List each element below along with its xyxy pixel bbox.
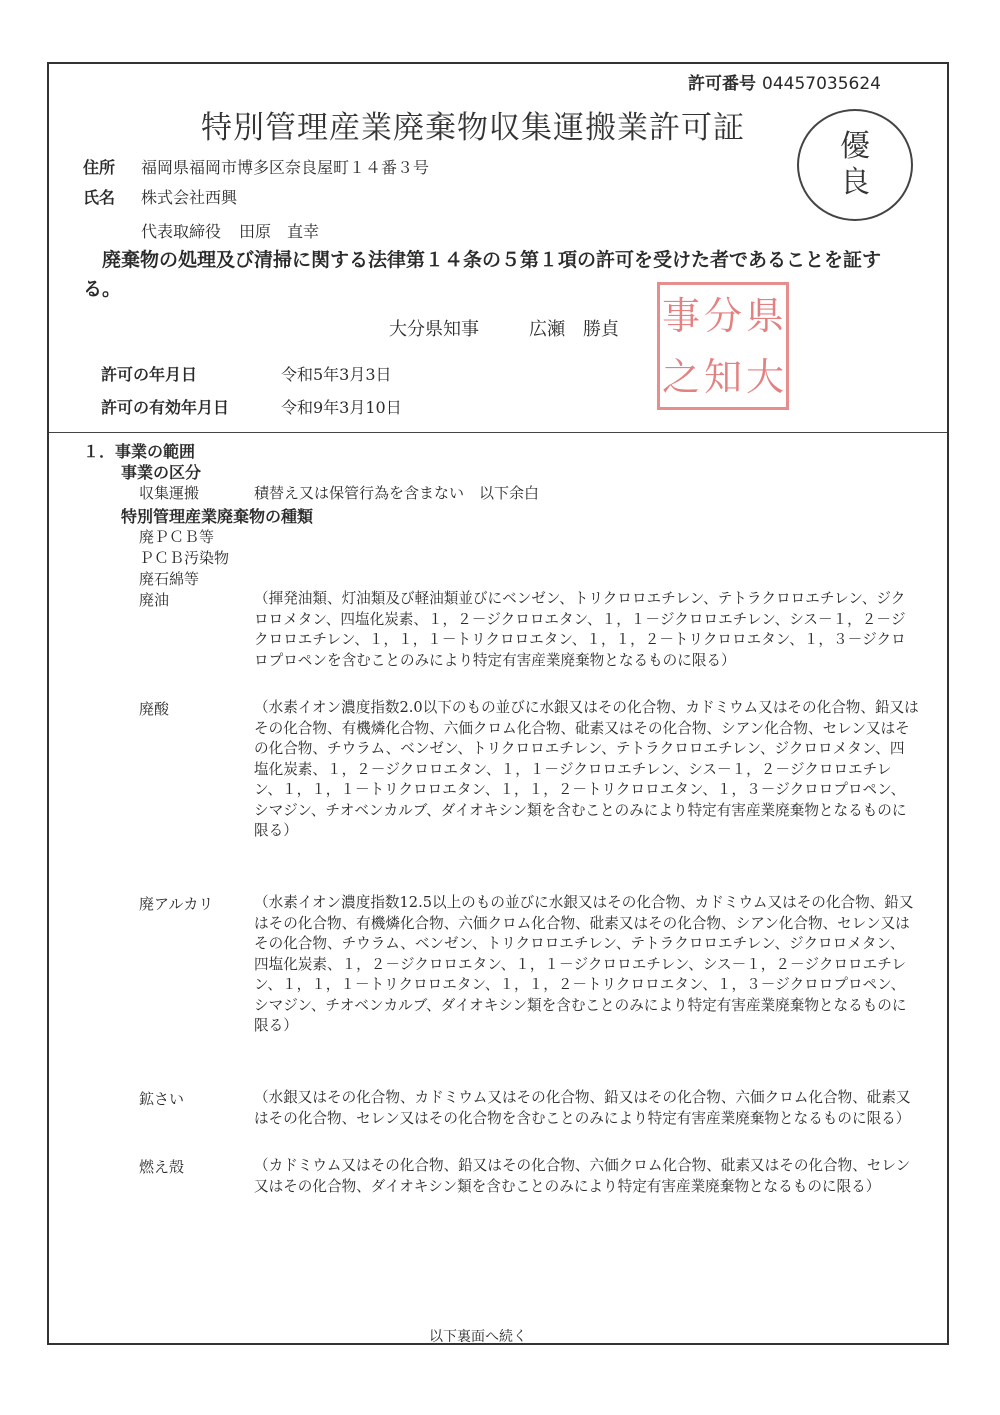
representative-title: 代表取締役: [141, 222, 222, 241]
seal-char: 大: [745, 354, 784, 399]
excellent-badge-char-1: 優: [840, 129, 870, 164]
permit-number-value: 04457035624: [762, 74, 881, 94]
governor-seal: [657, 282, 789, 410]
issuer-name: 広瀬 勝貞: [529, 319, 619, 340]
waste-item-name: 燃え殻: [139, 1158, 185, 1176]
permit-date-label: 許可の年月日: [101, 365, 198, 384]
permit-number-label: 許可番号: [688, 74, 757, 94]
continued-note: 以下裏面へ続く: [429, 1329, 527, 1345]
permit-number: [688, 69, 881, 94]
waste-item-detail: （揮発油類、灯油類及び軽油類並びにベンゼン、トリクロロエチレン、テトラクロロエチレン、ジクロロメタン、四塩化炭素、１，２－ジクロロエタン、１，１－ジクロロエチレン、シス－１，２－ジクロロエチレン、１，１，１－トリクロロエタン、１，１，２－トリクロロエタン、１，３－ジクロロプロペンを含むことのみにより特定有害産業廃棄物となるものに限る）: [254, 590, 906, 669]
permit-date-value: 令和5年3月3日: [281, 365, 392, 384]
waste-item-name: 廃アルカリ: [139, 895, 214, 913]
business-note: 積替え又は保管行為を含まない 以下余白: [254, 484, 540, 502]
waste-item-detail: （水銀又はその化合物、カドミウム又はその化合物、鉛又はその化合物、六価クロム化合物、砒素又はその化合物、セレン又はその化合物を含むことのみにより特定有害産業廃棄物となるものに限る）: [254, 1089, 911, 1127]
seal-char: 分: [703, 293, 742, 338]
name-label: 氏名: [83, 188, 116, 207]
excellent-badge-char-2: 良: [840, 165, 870, 200]
document-frame: [47, 62, 949, 1345]
waste-item-asbestos: 廃石綿等: [139, 570, 200, 588]
waste-item-name: 廃油: [139, 591, 170, 609]
excellent-badge: [797, 109, 913, 221]
waste-types-heading: 特別管理産業廃棄物の種類: [121, 507, 314, 526]
address-value: 福岡県福岡市博多区奈良屋町１４番３号: [141, 158, 430, 177]
representative: [141, 219, 319, 242]
company-name: 株式会社西興: [141, 188, 238, 207]
valid-until-label: 許可の有効年月日: [101, 398, 230, 417]
valid-until-value: 令和9年3月10日: [281, 398, 402, 417]
representative-name: 田原 直幸: [239, 222, 320, 241]
section-divider: [49, 432, 947, 433]
seal-char: 事: [661, 293, 700, 338]
seal-char: 知: [703, 354, 742, 399]
document-title: 特別管理産業廃棄物収集運搬業許可証: [201, 110, 745, 146]
certification-text: 廃棄物の処理及び清掃に関する法律第１４条の５第１項の許可を受けた者であることを証する。: [83, 249, 882, 300]
waste-item-name: 廃酸: [139, 700, 170, 718]
waste-item-detail: （カドミウム又はその化合物、鉛又はその化合物、六価クロム化合物、砒素又はその化合物、セレン又はその化合物、ダイオキシン類を含むことのみにより特定有害産業廃棄物となるものに限る）: [254, 1157, 911, 1195]
issuer: [389, 315, 619, 341]
issuer-title: 大分県知事: [389, 319, 479, 340]
waste-item-name: 鉱さい: [139, 1090, 185, 1108]
waste-item-detail: （水素イオン濃度指数12.5以上のもの並びに水銀又はその化合物、カドミウム又はその化合物、鉛又はその化合物、有機燐化合物、六価クロム化合物、砒素又はその化合物、シアン化合物、セレン又はその化合物、チウラム、ベンゼン、トリクロロエチレン、テトラクロロエチレン、ジクロロメタン、四塩化炭素、１，２－ジクロロエタン、１，１－ジクロロエチレン、シス－１，２－ジクロロエチレン、１，１，１－トリクロロエタン、１，１，２－トリクロロエタン、１，３－ジクロロプロペン、シマジン、チオベンカルブ、ダイオキシン類を含むことのみにより特定有害産業廃棄物となるものに限る）: [254, 894, 914, 1034]
waste-item-detail: （水素イオン濃度指数2.0以下のもの並びに水銀又はその化合物、カドミウム又はその化合物、鉛又はその化合物、有機燐化合物、六価クロム化合物、砒素又はその化合物、シアン化合物、セレン又はその化合物、チウラム、ベンゼン、トリクロロエチレン、テトラクロロエチレン、ジクロロメタン、四塩化炭素、１，２－ジクロロエタン、１，１－ジクロロエチレン、シス－１，２－ジクロロエチレン、１，１，１－トリクロロエタン、１，１，２－トリクロロエタン、１，３－ジクロロプロペン、シマジン、チオベンカルブ、ダイオキシン類を含むことのみにより特定有害産業廃棄物となるものに限る）: [254, 699, 919, 839]
address-label: 住所: [83, 158, 116, 177]
waste-item-pcb-contaminated: ＰＣＢ汚染物: [139, 549, 230, 567]
business-type: 収集運搬: [139, 484, 200, 502]
seal-char: 県: [745, 293, 784, 338]
business-class-heading: 事業の区分: [121, 463, 202, 482]
seal-char: 之: [661, 354, 700, 399]
waste-item-pcb: 廃ＰＣＢ等: [139, 528, 215, 546]
section-heading: １．事業の範囲: [83, 442, 196, 461]
